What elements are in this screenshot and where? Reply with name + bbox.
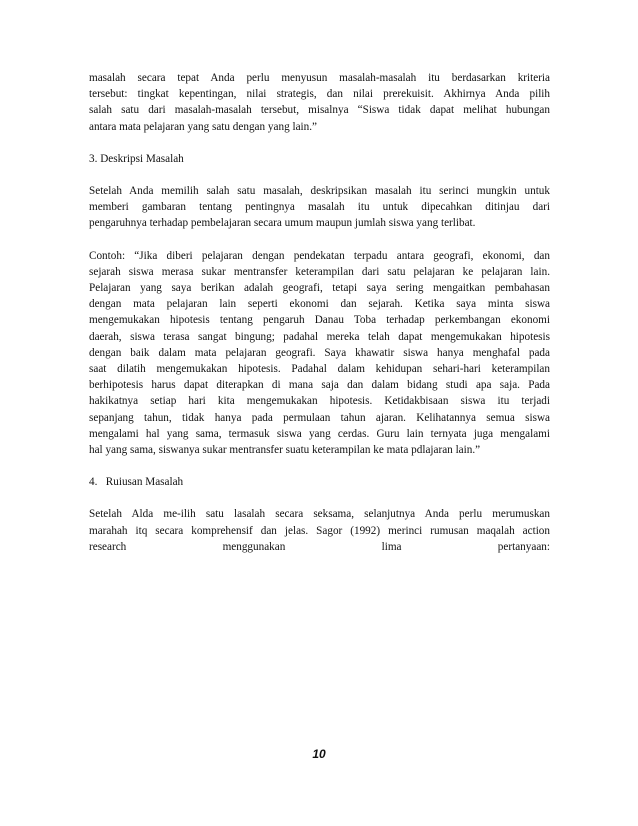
text-line: hakikatnya setiap hari kita mengemukakan hipotesis. Ketidakbisaan siswa itu terjadi <box>89 395 550 408</box>
text-line: Setelah Alda me-ilih satu lasalah secara seksama, selanjutnya Anda perlu merumuskan <box>89 508 550 521</box>
text-line: research menggunakan lima pertanyaan: <box>89 540 550 553</box>
text-line: saat dilatih mengemukakan hipotesis. Padahal dalam kehidupan sehari-hari keterampilan <box>89 363 550 376</box>
section-heading-rumusan: 4. Ruiusan Masalah <box>89 476 184 489</box>
text-line: sejarah siswa merasa sukar mentransfer keterampilan dari satu pelajaran ke pelajaran lain. <box>89 265 550 278</box>
text-line: Pelajaran yang saya berikan adalah geografi, tetapi saya sering mengaitkan pembahasan <box>89 282 550 295</box>
text-line: memberi gambaran tentang pentingnya masalah itu untuk dipecahkan ditinjau dari <box>89 201 550 214</box>
section-heading-deskripsi: 3. Deskripsi Masalah <box>89 152 184 165</box>
paragraph-example <box>89 248 550 459</box>
paragraph-description <box>89 183 550 232</box>
text-line: Setelah Anda memilih salah satu masalah, deskripsikan masalah itu serinci mungkin untuk <box>89 185 550 198</box>
text-line: sepanjang tahun, tidak hanya pada permulaan tahun ajaran. Kelihatannya semua siswa <box>89 411 550 424</box>
text-line: dengan mata pelajaran lain seperti ekonomi dan sejarah. Ketika saya minta siswa <box>89 298 550 311</box>
text-line: salah satu dari masalah-masalah tersebut, misalnya “Siswa tidak dapat melihat hubungan <box>89 104 550 117</box>
paragraph-criteria <box>89 70 550 135</box>
text-line: antara mata pelajaran yang satu dengan yang lain.” <box>89 120 317 133</box>
text-line: hal yang sama, siswanya sukar mentransfer suatu keterampilan ke mata pdlajaran lain.” <box>89 444 481 457</box>
text-line: masalah secara tepat Anda perlu menyusun masalah-masalah itu berdasarkan kriteria <box>89 72 550 84</box>
text-line: marahah itq secara komprehensif dan jelas. Sagor (1992) merinci rumusan maqalah action <box>89 524 550 537</box>
document-body <box>89 70 550 555</box>
text-line: mengemukakan hipotesis tentang pengaruh Danau Toba terhadap perkembangan ekonomi <box>89 314 550 327</box>
text-line: pengaruhnya terhadap pembelajaran secara umum maupun jumlah siswa yang terlibat. <box>89 217 476 230</box>
paragraph-formulation <box>89 506 550 555</box>
text-line: berhipotesis harus dapat diterapkan di mana saja dan dalam bidang studi apa saja. Pada <box>89 379 550 392</box>
text-line: Contoh: “Jika diberi pelajaran dengan pendekatan terpadu antara geografi, ekonomi, dan <box>89 249 550 262</box>
text-line: daerah, siswa terasa sangat bingung; padahal mereka telah dapat mengemukakan hipotesis <box>89 330 550 343</box>
text-line: dengan baik dalam mata pelajaran geografi. Saya khawatir siswa hanya menghafal pada <box>89 346 550 359</box>
text-line: mengalami hal yang sama, termasuk siswa yang cerdas. Guru lain ternyata juga mengalami <box>89 427 550 440</box>
text-line: tersebut: tingkat kepentingan, nilai strategis, dan nilai prerekuisit. Akhirnya Anda pilih <box>89 88 550 101</box>
page-number: 10 <box>312 747 326 761</box>
